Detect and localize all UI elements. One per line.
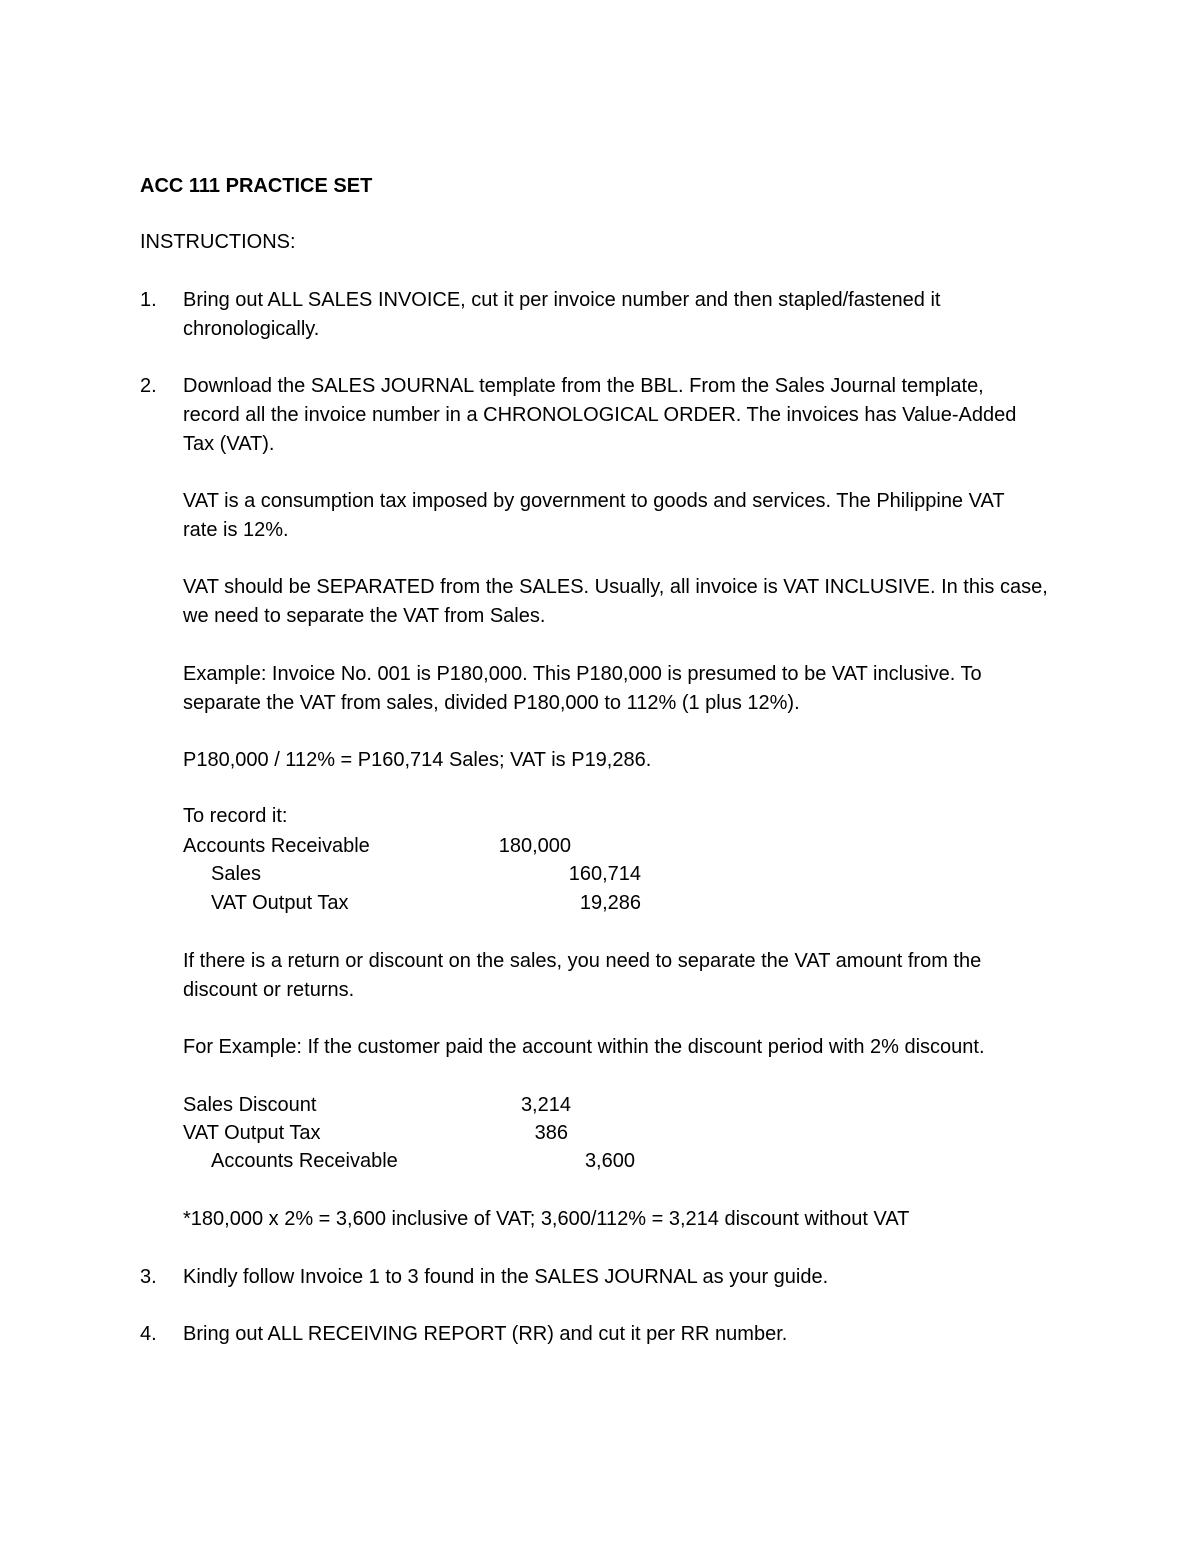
journal-entry-1-row-1 xyxy=(183,832,883,861)
journal-entry-1-row-2 xyxy=(183,860,883,889)
entry-credit-amount: 160,714 xyxy=(568,863,641,885)
entry-credit-amount: 3,600 xyxy=(584,1150,635,1172)
item-text-1 xyxy=(183,286,1083,344)
item-number-1: 1. xyxy=(140,289,157,311)
entry-credit-amount: 19,286 xyxy=(579,892,641,914)
vat-definition xyxy=(183,487,1083,545)
item-2-line-1: Download the SALES JOURNAL template from the BBL. From the Sales Journal template, xyxy=(183,375,984,397)
journal-entry-1-row-3 xyxy=(183,889,883,918)
item-text-4: Bring out ALL RECEIVING REPORT (RR) and cut it per RR number. xyxy=(183,1323,788,1345)
item-text-2 xyxy=(183,372,1083,459)
discount-footnote: *180,000 x 2% = 3,600 inclusive of VAT; 3,600/112% = 3,214 discount without VAT xyxy=(183,1208,910,1230)
entry-account: Sales Discount xyxy=(183,1094,317,1116)
item-number-4: 4. xyxy=(140,1323,157,1345)
item-text-3: Kindly follow Invoice 1 to 3 found in the SALES JOURNAL as your guide. xyxy=(183,1266,829,1288)
item-2-line-3: Tax (VAT). xyxy=(183,433,275,455)
return-note-line-2: discount or returns. xyxy=(183,979,355,1001)
return-note-line-1: If there is a return or discount on the sales, you need to separate the VAT amount from the xyxy=(183,950,982,972)
entry-account: Sales xyxy=(211,863,262,885)
vat-separation-line-1: VAT should be SEPARATED from the SALES. Usually, all invoice is VAT INCLUSIVE. In this case, xyxy=(183,576,1048,598)
item-1-line-2: chronologically. xyxy=(183,318,320,340)
invoice-example-line-2: separate the VAT from sales, divided P180,000 to 112% (1 plus 12%). xyxy=(183,692,800,714)
item-number-3: 3. xyxy=(140,1266,157,1288)
document-title: ACC 111 PRACTICE SET xyxy=(140,175,373,197)
journal-entry-2-row-1 xyxy=(183,1091,883,1120)
entry-account: VAT Output Tax xyxy=(183,1122,321,1144)
entry-debit-amount: 386 xyxy=(534,1122,568,1144)
vat-definition-line-1: VAT is a consumption tax imposed by government to goods and services. The Philippine VAT xyxy=(183,490,1005,512)
journal-entry-2-row-2 xyxy=(183,1119,883,1148)
vat-separation-line-2: we need to separate the VAT from Sales. xyxy=(183,605,546,627)
item-number-2: 2. xyxy=(140,375,157,397)
vat-computation: P180,000 / 112% = P160,714 Sales; VAT is P19,286. xyxy=(183,749,652,771)
invoice-example-line-1: Example: Invoice No. 001 is P180,000. This P180,000 is presumed to be VAT inclusive. To xyxy=(183,663,982,685)
vat-definition-line-2: rate is 12%. xyxy=(183,519,289,541)
return-note xyxy=(183,947,1083,1005)
to-record-label: To record it: xyxy=(183,805,288,827)
item-2-line-2: record all the invoice number in a CHRONOLOGICAL ORDER. The invoices has Value-Added xyxy=(183,404,1017,426)
entry-account: VAT Output Tax xyxy=(211,892,349,914)
entry-debit-amount: 3,214 xyxy=(520,1094,571,1116)
item-1-line-1: Bring out ALL SALES INVOICE, cut it per invoice number and then stapled/fastened it xyxy=(183,289,941,311)
entry-account: Accounts Receivable xyxy=(211,1150,398,1172)
journal-entry-2-row-3 xyxy=(183,1147,883,1176)
entry-debit-amount: 180,000 xyxy=(498,835,571,857)
entry-account: Accounts Receivable xyxy=(183,835,370,857)
vat-separation-note xyxy=(183,573,1083,631)
invoice-example xyxy=(183,660,1083,718)
discount-example: For Example: If the customer paid the account within the discount period with 2% discount. xyxy=(183,1036,985,1058)
instructions-heading: INSTRUCTIONS: xyxy=(140,231,296,253)
